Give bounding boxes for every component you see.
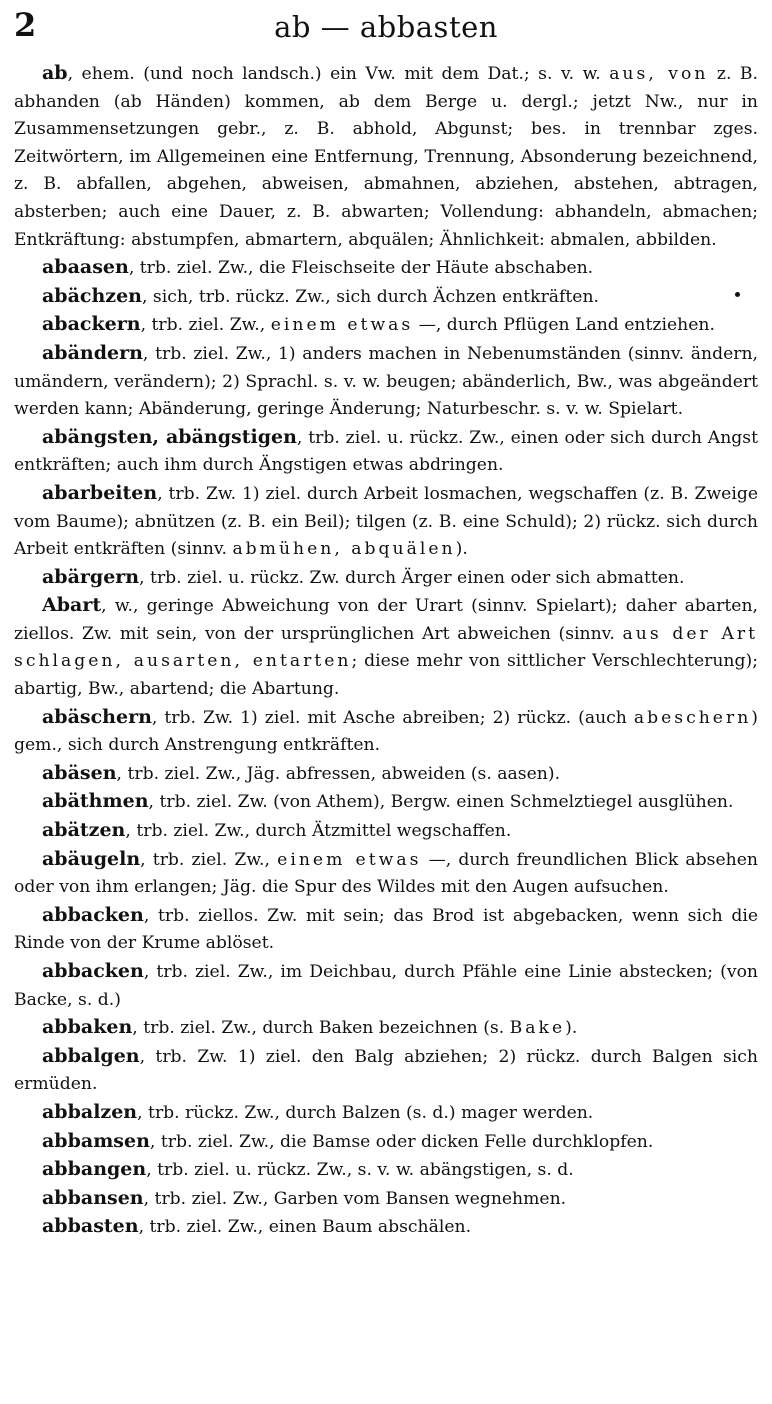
headword: abätzen <box>42 819 126 842</box>
definition: , trb. ziellos. Zw. mit sein; das Brod ist abgebacken, wenn sich die Rinde von der Krume ablöset. <box>14 905 758 954</box>
dictionary-entry <box>14 340 758 424</box>
headword: abärgern <box>42 565 140 588</box>
definition: ). <box>565 1018 578 1039</box>
headword: abbaken <box>42 1016 133 1039</box>
page-number: 2 <box>14 6 37 44</box>
ink-speck <box>735 292 740 297</box>
dictionary-entry <box>14 704 758 760</box>
definition: , trb. ziel. Zw., Jäg. abfressen, abweiden (s. aasen). <box>116 763 561 784</box>
headword: abarbeiten <box>42 481 158 504</box>
definition: , ehem. (und noch landsch.) ein Vw. mit dem Dat.; s. v. w. <box>67 64 610 84</box>
headword: abängsten, abängstigen <box>42 425 297 448</box>
dictionary-entry <box>14 788 758 817</box>
dictionary-entry <box>14 1213 758 1242</box>
spaced-text: aus der Art schlagen, ausarten, entarten <box>14 623 758 672</box>
definition: , trb. Zw. 1) ziel. mit Asche abreiben; 2) rückz. (auch <box>151 707 634 728</box>
headword: abändern <box>42 341 143 364</box>
dictionary-entry <box>14 564 758 593</box>
dictionary-entry <box>14 1156 758 1185</box>
headword: abäthmen <box>42 790 149 813</box>
dictionary-entry <box>14 817 758 846</box>
definition: , trb. ziel. Zw., 1) anders machen in Nebenumständen (sinnv. ändern, umändern, verändern); 2) Sprachl. s. v. w. beugen; abänderlich, Bw., was abgeändert werden kann; Abänderung, geringe Änderung; Naturbeschr. s. v. w. Spielart. <box>14 343 758 420</box>
dictionary-entry <box>14 311 758 340</box>
definition: , trb. ziel. Zw., die Fleischseite der Häute abschaben. <box>128 258 594 279</box>
dictionary-entry <box>14 1128 758 1157</box>
dictionary-entry <box>14 760 758 789</box>
dictionary-entry <box>14 1099 758 1128</box>
dictionary-entry <box>14 958 758 1014</box>
headword: ab <box>42 62 68 84</box>
definition: , trb. ziel. Zw., Garben vom Bansen wegnehmen. <box>143 1188 567 1209</box>
definition: , trb. ziel. Zw., die Bamse oder dicken Felle durchklopfen. <box>149 1131 654 1152</box>
definition: , trb. ziel. Zw., durch Baken bezeichnen (s. <box>132 1018 510 1039</box>
spaced-text: einem etwas <box>270 315 414 336</box>
definition: , trb. Zw. 1) ziel. den Balg abziehen; 2) rückz. durch Balgen sich ermüden. <box>14 1046 758 1095</box>
headword: abbamsen <box>42 1129 150 1152</box>
spaced-text: aus, von <box>609 64 709 84</box>
definition: , w., geringe Abweichung von der Urart (sinnv. Spielart); daher abarten, ziellos. Zw. mit sein, von der ursprünglichen Art abweichen (sinnv. <box>14 596 758 644</box>
spaced-text: Bake <box>509 1018 566 1039</box>
definition: , trb. ziel. u. rückz. Zw., s. v. w. abängstigen, s. d. <box>146 1160 574 1181</box>
definition: , trb. ziel. Zw., <box>140 849 278 870</box>
definition: , trb. ziel. Zw., einen Baum abschälen. <box>138 1217 472 1238</box>
definition: —, durch Pflügen Land entziehen. <box>413 315 715 336</box>
headword: abbalzen <box>42 1100 138 1123</box>
definition: , trb. ziel. Zw., <box>140 315 271 336</box>
dictionary-entry <box>14 60 758 254</box>
headword: abäschern <box>42 705 152 728</box>
definition: , trb. ziel. Zw. (von Athem), Bergw. einen Schmelztiegel ausglühen. <box>148 792 734 813</box>
definition: ). <box>455 539 468 560</box>
dictionary-entry <box>14 424 758 480</box>
dictionary-entry <box>14 902 758 958</box>
running-head: ab — abbasten <box>274 10 498 44</box>
spaced-text: einem etwas <box>277 849 422 870</box>
headword: abbacken <box>42 903 144 926</box>
dictionary-entry <box>14 1185 758 1214</box>
headword: abäsen <box>42 761 117 784</box>
definition: , trb. Zw. 1) ziel. durch Arbeit losmachen, wegschaffen (z. B. Zweige vom Baume); abnützen (z. B. ein Beil); tilgen (z. B. eine Schuld); 2) rückz. sich durch Arbeit entkräften (sinnv. <box>14 483 758 560</box>
dictionary-entry <box>14 846 758 902</box>
spaced-text: abeschern <box>633 707 752 728</box>
headword: abbansen <box>42 1186 144 1209</box>
dictionary-entry <box>14 592 758 703</box>
definition: , trb. ziel. Zw., im Deichbau, durch Pfähle eine Linie abstecken; (von Backe, s. d.) <box>14 962 758 1010</box>
definition: , sich, trb. rückz. Zw., sich durch Ächzen entkräften. <box>141 286 600 307</box>
page-header <box>0 4 772 48</box>
headword: abächzen <box>42 284 142 307</box>
dictionary-entry <box>14 283 758 312</box>
headword: abäugeln <box>42 847 141 870</box>
spaced-text: abmühen, abquälen <box>232 539 456 560</box>
definition: , trb. ziel. u. rückz. Zw. durch Ärger einen oder sich abmatten. <box>139 567 685 588</box>
definition: —, durch freundlichen Blick absehen oder von ihm erlangen; Jäg. die Spur des Wildes mit den Augen aufsuchen. <box>14 849 758 898</box>
definition: , trb. ziel. Zw., durch Ätzmittel wegschaffen. <box>125 821 512 842</box>
dictionary-entry <box>14 254 758 283</box>
definition: ; diese mehr von sittlicher Verschlechterung); abartig, Bw., abartend; die Abartung. <box>14 651 758 700</box>
headword: abbangen <box>42 1158 147 1181</box>
headword: abbalgen <box>42 1044 140 1067</box>
entry-list <box>14 60 758 1242</box>
headword: abbasten <box>42 1215 139 1238</box>
definition: ) gem., sich durch Anstrengung entkräften. <box>14 707 758 756</box>
dictionary-entry <box>14 1014 758 1043</box>
definition: , trb. ziel. u. rückz. Zw., einen oder sich durch Angst entkräften; auch ihm durch Ängstigen etwas abdringen. <box>14 427 758 476</box>
dictionary-entry <box>14 1043 758 1099</box>
headword: abackern <box>42 313 141 336</box>
dictionary-entry <box>14 480 758 564</box>
definition: z. B. abhanden (ab Händen) kommen, ab dem Berge u. dergl.; jetzt Nw., nur in Zusammensetzungen gebr., z. B. abhold, Abgunst; bes. in trennbar zges. Zeitwörtern, im Allgemeinen eine Entfernung, Trennung, Absonderung bezeichnend, z. B. abfallen, abgehen, abweisen, abmahnen, abziehen, abstehen, abtragen, absterben; auch eine Dauer, z. B. abwarten; Vollendung: abhandeln, abmachen; Entkräftung: abstumpfen, abmartern, abquälen; Ähnlichkeit: abmalen, abbilden. <box>14 64 758 250</box>
headword: abbacken <box>42 960 144 982</box>
headword: abaasen <box>42 256 129 279</box>
headword: Abart <box>42 594 102 617</box>
definition: , trb. rückz. Zw., durch Balzen (s. d.) mager werden. <box>137 1102 594 1123</box>
